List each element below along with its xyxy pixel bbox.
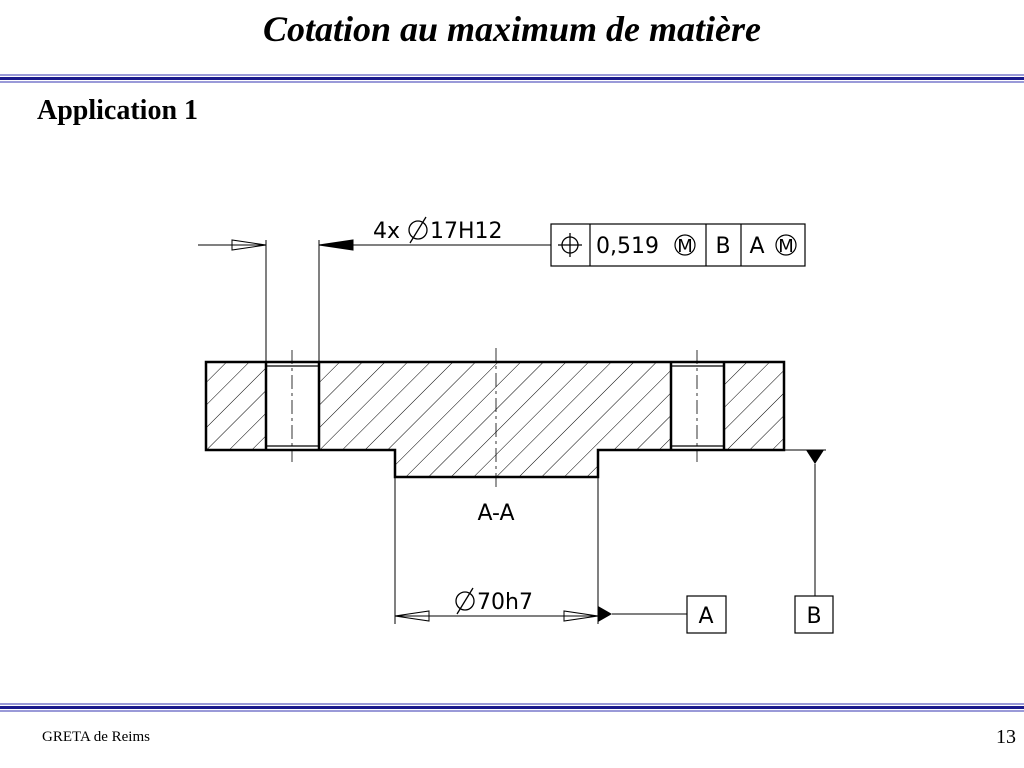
page-number: 13 <box>996 726 1016 748</box>
datum-secondary-modifier: M <box>778 236 794 257</box>
datum-a-symbol <box>598 596 726 633</box>
feature-control-frame <box>551 224 805 266</box>
hatch-right-flange <box>724 362 784 450</box>
datum-mmc-modifier-icon <box>776 235 796 257</box>
datum-secondary-ref: A <box>749 234 765 259</box>
diameter-symbol-icon <box>409 217 427 243</box>
tolerance-modifier: M <box>677 236 693 257</box>
part-section <box>206 348 784 490</box>
tolerance-value: 0,519 <box>596 234 659 259</box>
left-hole <box>266 350 319 462</box>
hatch-left-flange <box>206 362 266 450</box>
datum-primary-ref: B <box>715 234 731 259</box>
section-label: A-A <box>477 501 515 526</box>
hole-size: 17H12 <box>430 219 503 244</box>
hole-dim-arrow-right <box>319 240 353 250</box>
slide-title: Cotation au maximum de matière <box>262 9 762 49</box>
mmc-modifier-icon <box>675 235 695 257</box>
subtitle: Application 1 <box>37 95 199 126</box>
hatch-center-body <box>319 362 670 477</box>
datum-b-symbol <box>784 450 833 633</box>
hole-count: 4x <box>373 219 401 244</box>
shaft-dimension <box>395 477 598 624</box>
bottom-rule <box>0 703 1024 713</box>
shaft-size: 70h7 <box>477 590 533 615</box>
datum-b-label: B <box>806 604 822 629</box>
diameter-symbol-icon <box>456 588 474 614</box>
hole-dimension <box>198 217 555 362</box>
right-hole <box>671 350 724 462</box>
datum-a-label: A <box>698 604 714 629</box>
footer-organization: GRETA de Reims <box>42 729 150 745</box>
